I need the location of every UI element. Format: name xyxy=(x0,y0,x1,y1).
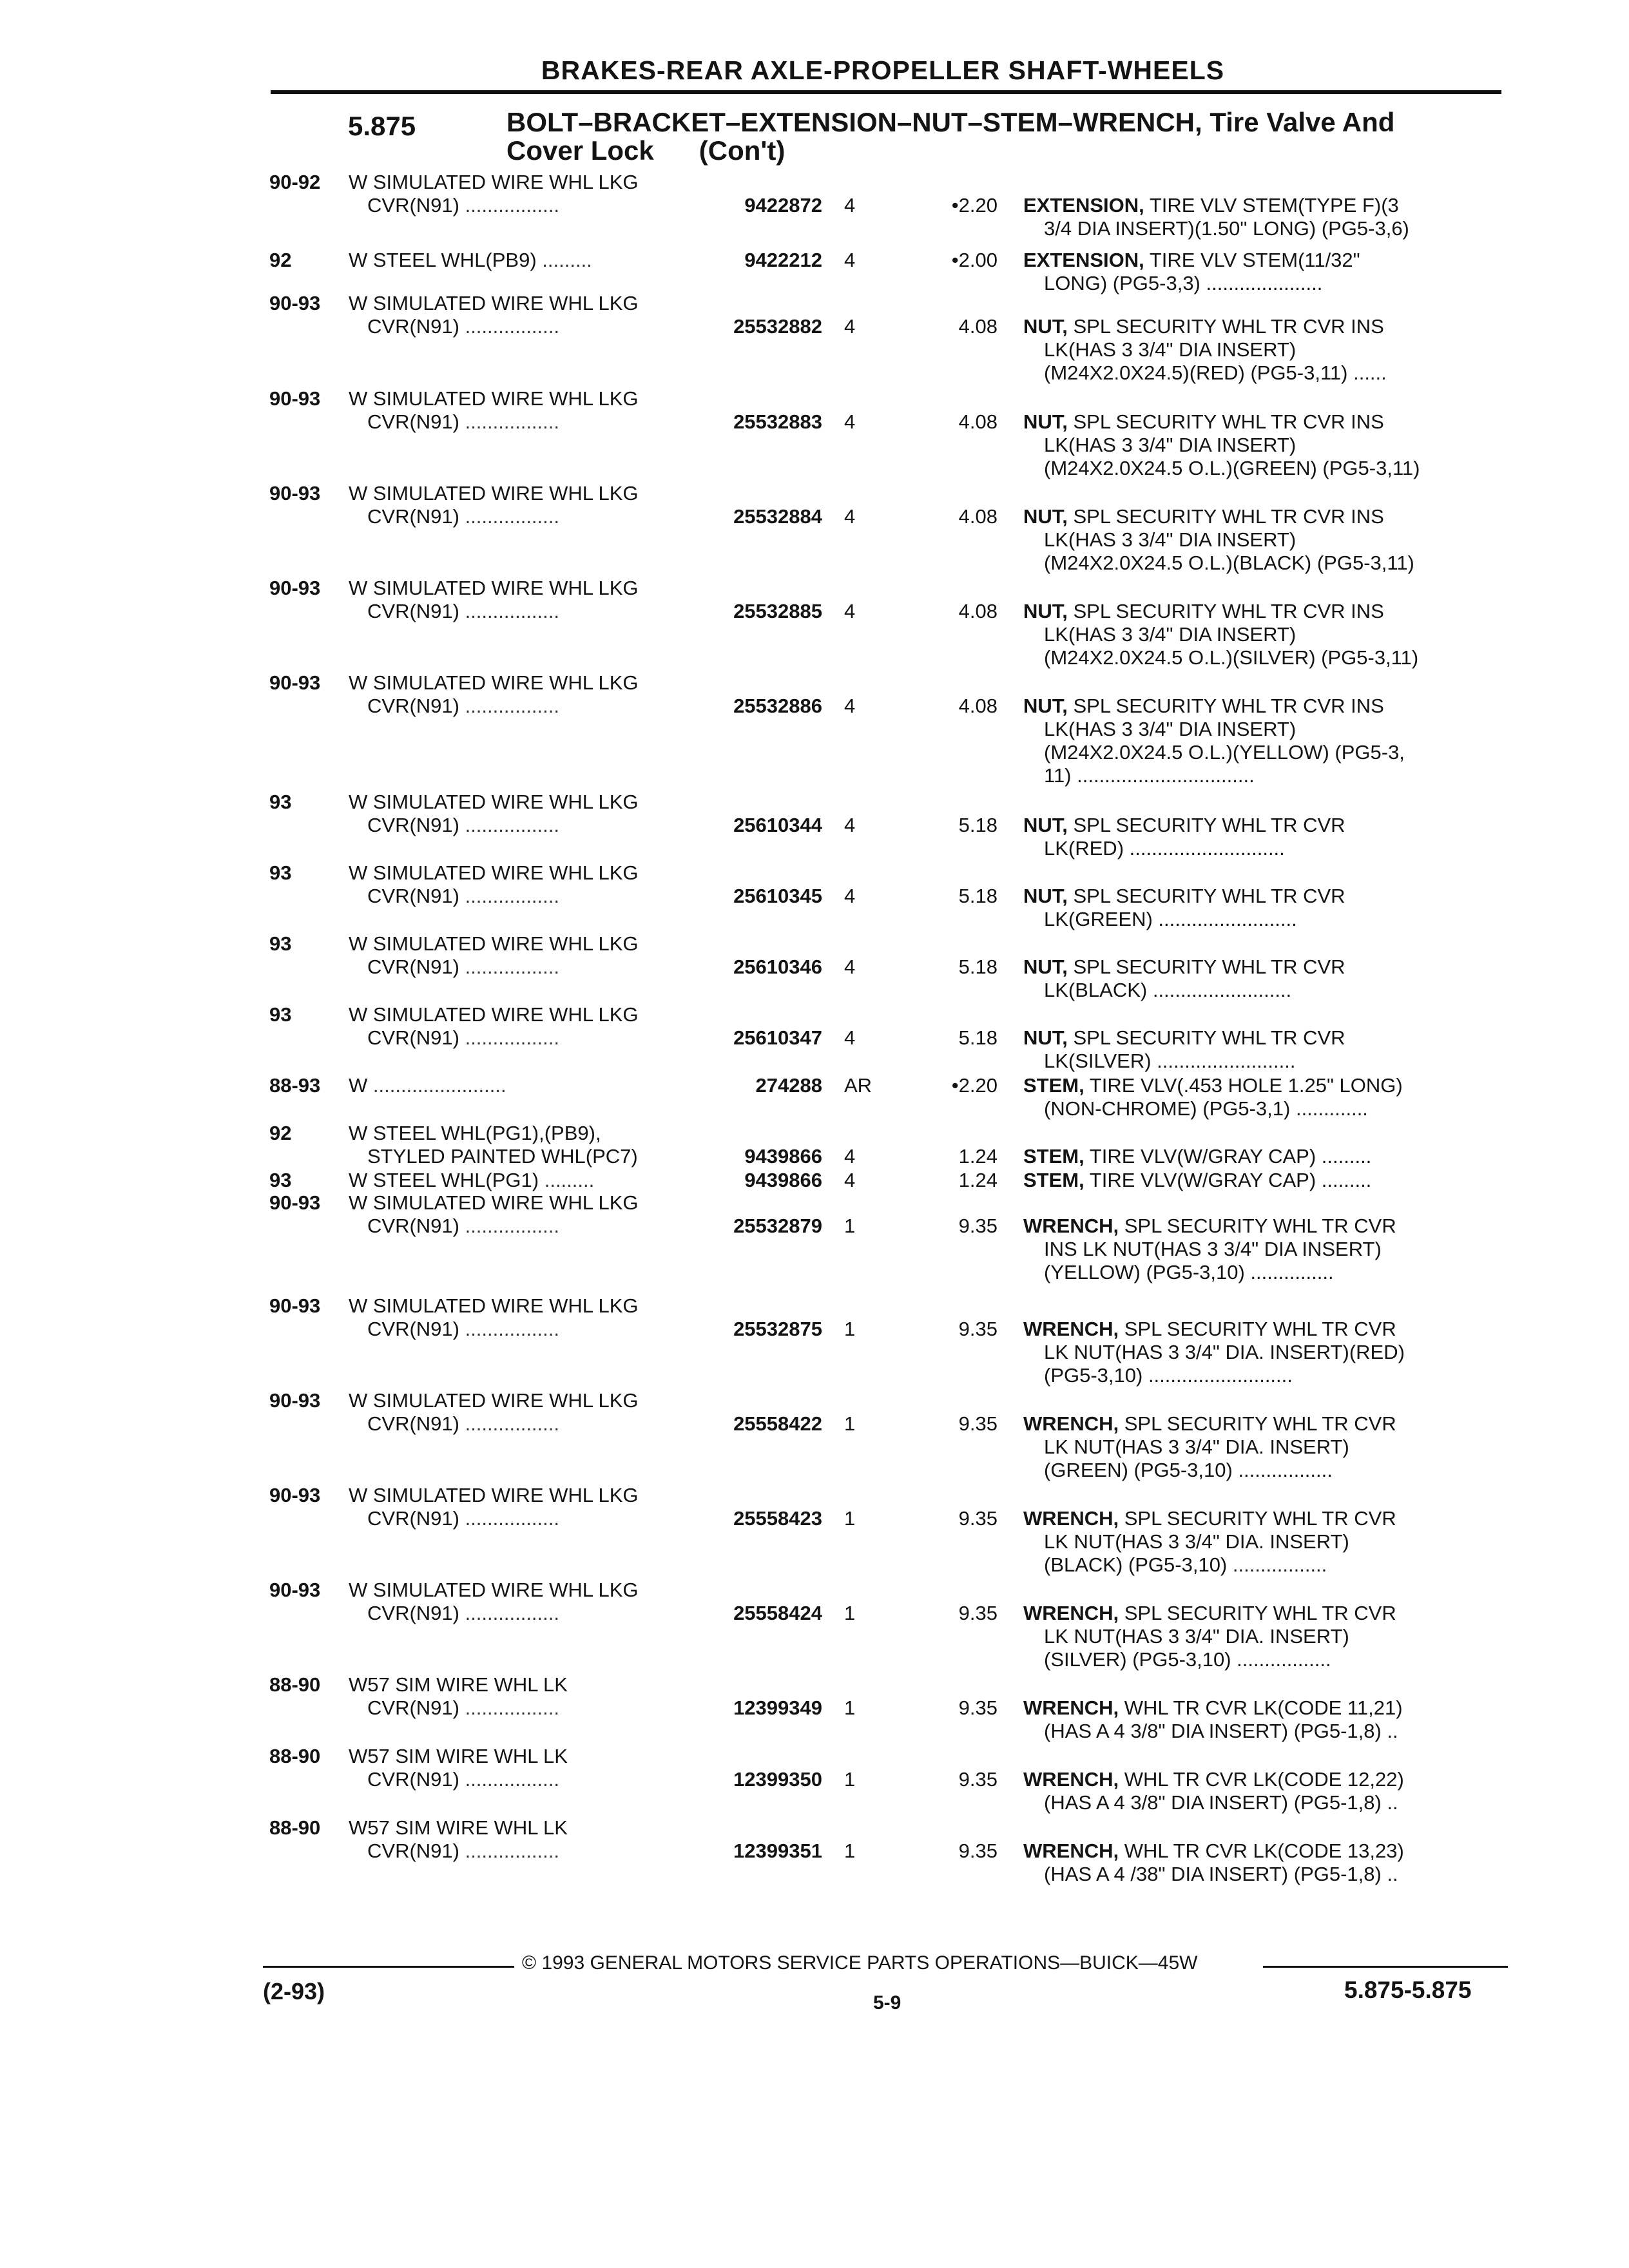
entry-years: 93 xyxy=(269,791,292,813)
entry-part-name-continued: (HAS A 4 /38" DIA INSERT) (PG5-1,8) .. xyxy=(1044,1863,1398,1885)
entry-years: 90-93 xyxy=(269,1294,321,1317)
entry-part-name-noun: EXTENSION, xyxy=(1023,194,1144,216)
entry-usage xyxy=(349,1168,594,1192)
entry-part-name xyxy=(1023,955,1345,979)
entry-part-name-detail: SPL SECURITY WHL TR CVR INS xyxy=(1067,505,1384,528)
page-header: BRAKES-REAR AXLE-PROPELLER SHAFT-WHEELS xyxy=(541,55,1225,85)
entry-part-name-continued: LK(HAS 3 3/4" DIA INSERT) xyxy=(1044,718,1296,740)
entry-part-name-continued: LONG) (PG5-3,3) ..................... xyxy=(1044,272,1323,294)
entry-price: 1.24 xyxy=(958,1145,998,1168)
entry-usage-line2 xyxy=(367,599,559,623)
entry-usage-line2-text: CVR(N91) xyxy=(367,956,459,978)
entry-price: •2.20 xyxy=(951,1074,998,1097)
entry-part-name-continued: LK NUT(HAS 3 3/4" DIA. INSERT) xyxy=(1044,1530,1349,1553)
entry-usage-leader: ................. xyxy=(459,1318,559,1340)
entry-part-name-detail: TIRE VLV STEM(11/32" xyxy=(1144,249,1360,271)
entry-part-name-continued: (GREEN) (PG5-3,10) ................. xyxy=(1044,1459,1333,1481)
entry-usage-line2-text: CVR(N91) xyxy=(367,1412,459,1435)
entry-quantity: 4 xyxy=(844,315,856,338)
entry-quantity: 1 xyxy=(844,1840,856,1862)
entry-quantity: 4 xyxy=(844,956,856,978)
entry-years: 90-93 xyxy=(269,482,321,505)
entry-part-name-detail: SPL SECURITY WHL TR CVR xyxy=(1119,1318,1396,1340)
entry-usage-text: W SIMULATED WIRE WHL LKG xyxy=(349,791,639,813)
entry-part-name-detail: WHL TR CVR LK(CODE 11,21) xyxy=(1119,1696,1403,1719)
entry-usage-leader: ................. xyxy=(459,695,559,717)
entry-usage-leader: ................. xyxy=(459,1768,559,1791)
entry-part-name-continued: 3/4 DIA INSERT)(1.50" LONG) (PG5-3,6) xyxy=(1044,217,1409,240)
entry-price: 9.35 xyxy=(958,1318,998,1340)
entry-usage xyxy=(349,1578,639,1602)
entry-part-name-noun: NUT, xyxy=(1023,600,1068,622)
entry-part-name-continued: (PG5-3,10) .......................... xyxy=(1044,1364,1293,1387)
entry-part-name-detail: WHL TR CVR LK(CODE 13,23) xyxy=(1119,1840,1404,1862)
entry-usage-text: W SIMULATED WIRE WHL LKG xyxy=(349,1389,639,1412)
entry-part-number: 25558424 xyxy=(733,1602,822,1624)
entry-usage-line2-text: CVR(N91) xyxy=(367,695,459,717)
entry-years: 93 xyxy=(269,932,292,955)
entry-part-name-continued: INS LK NUT(HAS 3 3/4" DIA INSERT) xyxy=(1044,1238,1382,1260)
entry-usage-line2-text: CVR(N91) xyxy=(367,315,459,338)
entry-price: 4.08 xyxy=(958,410,998,433)
entry-part-name-noun: NUT, xyxy=(1023,695,1068,717)
entry-part-name xyxy=(1023,1168,1371,1192)
entry-usage-line2-text: STYLED PAINTED WHL(PC7) xyxy=(367,1145,638,1168)
entry-years: 88-90 xyxy=(269,1745,321,1767)
entry-usage-line2 xyxy=(367,955,559,979)
footer-rule-left xyxy=(263,1966,514,1968)
entry-usage xyxy=(349,932,639,956)
entry-usage-text: W STEEL WHL(PG1),(PB9), xyxy=(349,1122,601,1144)
entry-part-number: 9422872 xyxy=(744,194,822,216)
entry-quantity: 1 xyxy=(844,1507,856,1530)
entry-usage-leader: ......... xyxy=(539,1169,595,1191)
entry-quantity: 1 xyxy=(844,1768,856,1791)
entry-part-name-continued: (HAS A 4 3/8" DIA INSERT) (PG5-1,8) .. xyxy=(1044,1791,1398,1814)
entry-part-number: 9439866 xyxy=(744,1169,822,1191)
entry-usage xyxy=(349,291,639,315)
entry-price: 9.35 xyxy=(958,1507,998,1530)
entry-usage xyxy=(349,1673,568,1696)
entry-usage-text: W STEEL WHL(PG1) xyxy=(349,1169,539,1191)
entry-price: 9.35 xyxy=(958,1215,998,1237)
entry-years: 90-92 xyxy=(269,171,321,193)
entry-part-name xyxy=(1023,193,1399,217)
entry-part-name-detail: SPL SECURITY WHL TR CVR xyxy=(1067,814,1345,836)
entry-usage xyxy=(349,387,639,410)
entry-usage xyxy=(349,1191,639,1215)
entry-part-number: 9422212 xyxy=(744,249,822,271)
entry-part-number: 25532879 xyxy=(733,1215,822,1237)
entry-usage-text: W SIMULATED WIRE WHL LKG xyxy=(349,1294,639,1317)
section-title-line2-text: Cover Lock xyxy=(506,135,654,166)
entry-years: 90-93 xyxy=(269,1389,321,1412)
entry-price: 9.35 xyxy=(958,1696,998,1719)
entry-price: 4.08 xyxy=(958,505,998,528)
entry-usage-text: W SIMULATED WIRE WHL LKG xyxy=(349,171,639,193)
entry-usage xyxy=(349,1073,506,1097)
entry-usage-text: W57 SIM WIRE WHL LK xyxy=(349,1673,568,1696)
entry-years: 90-93 xyxy=(269,1191,321,1214)
entry-part-number: 25532886 xyxy=(733,695,822,717)
entry-part-name-noun: NUT, xyxy=(1023,885,1068,907)
entry-usage-leader: ................. xyxy=(459,956,559,978)
entry-part-number: 25610344 xyxy=(733,814,822,836)
entry-usage xyxy=(349,790,639,814)
entry-part-number: 12399350 xyxy=(733,1768,822,1791)
entry-usage-leader: ........................ xyxy=(367,1074,506,1097)
entry-part-name-noun: WRENCH, xyxy=(1023,1602,1119,1624)
entry-usage-line2-text: CVR(N91) xyxy=(367,194,459,216)
entry-usage xyxy=(349,671,639,695)
entry-price: 4.08 xyxy=(958,315,998,338)
entry-part-number: 25532882 xyxy=(733,315,822,338)
entry-part-name-detail: SPL SECURITY WHL TR CVR INS xyxy=(1067,695,1384,717)
entry-usage-line2-text: CVR(N91) xyxy=(367,1318,459,1340)
entry-usage-leader: ......... xyxy=(536,249,592,271)
entry-quantity: 4 xyxy=(844,505,856,528)
entry-part-name xyxy=(1023,314,1384,338)
entry-part-name xyxy=(1023,1767,1404,1791)
entry-usage-text: W SIMULATED WIRE WHL LKG xyxy=(349,671,639,694)
entry-part-number: 25610346 xyxy=(733,956,822,978)
entry-part-name-detail: SPL SECURITY WHL TR CVR xyxy=(1067,1026,1345,1049)
entry-usage xyxy=(349,170,639,194)
entry-quantity: 4 xyxy=(844,1145,856,1168)
entry-usage-text: W SIMULATED WIRE WHL LKG xyxy=(349,482,639,505)
entry-part-number: 9439866 xyxy=(744,1145,822,1168)
entry-years: 90-93 xyxy=(269,292,321,314)
entry-part-number: 25610345 xyxy=(733,885,822,907)
entry-part-name xyxy=(1023,1026,1345,1050)
entry-usage xyxy=(349,576,639,600)
entry-part-name-continued: LK(HAS 3 3/4" DIA INSERT) xyxy=(1044,623,1296,646)
entry-part-name-noun: EXTENSION, xyxy=(1023,249,1144,271)
entry-part-name-detail: SPL SECURITY WHL TR CVR INS xyxy=(1067,600,1384,622)
entry-years: 92 xyxy=(269,1122,292,1144)
entry-usage-line2 xyxy=(367,1696,559,1720)
entry-part-number: 25558423 xyxy=(733,1507,822,1530)
entry-part-name-detail: SPL SECURITY WHL TR CVR xyxy=(1119,1412,1396,1435)
entry-usage-text: W xyxy=(349,1074,368,1097)
entry-part-name-continued: (M24X2.0X24.5 O.L.)(GREEN) (PG5-3,11) xyxy=(1044,457,1420,479)
entry-usage-text: W SIMULATED WIRE WHL LKG xyxy=(349,1003,639,1026)
entry-years: 88-90 xyxy=(269,1673,321,1696)
entry-usage-leader: ................. xyxy=(459,410,559,433)
entry-usage xyxy=(349,861,639,885)
entry-part-name-continued: (M24X2.0X24.5)(RED) (PG5-3,11) ...... xyxy=(1044,361,1387,384)
entry-part-name-continued: (M24X2.0X24.5 O.L.)(BLACK) (PG5-3,11) xyxy=(1044,552,1414,574)
entry-price: 4.08 xyxy=(958,600,998,622)
entry-part-name-detail: TIRE VLV(W/GRAY CAP) ......... xyxy=(1084,1145,1372,1168)
entry-usage-line2 xyxy=(367,694,559,718)
entry-price: 9.35 xyxy=(958,1602,998,1624)
entry-part-name-noun: WRENCH, xyxy=(1023,1507,1119,1530)
entry-years: 88-90 xyxy=(269,1816,321,1839)
footer-page-number: 5-9 xyxy=(873,1992,901,2013)
entry-part-name xyxy=(1023,1073,1403,1097)
entry-price: •2.00 xyxy=(951,249,998,271)
footer-section-range: 5.875-5.875 xyxy=(1344,1977,1472,2003)
entry-years: 88-93 xyxy=(269,1074,321,1097)
entry-price: 1.24 xyxy=(958,1169,998,1191)
entry-usage-line2 xyxy=(367,505,559,528)
entry-part-name xyxy=(1023,884,1345,908)
entry-quantity: 4 xyxy=(844,1026,856,1049)
entry-part-name-continued: (NON-CHROME) (PG5-3,1) ............. xyxy=(1044,1097,1368,1120)
entry-usage xyxy=(349,1483,639,1507)
entry-part-number: 12399349 xyxy=(733,1696,822,1719)
entry-quantity: 4 xyxy=(844,695,856,717)
entry-part-name-continued: LK(HAS 3 3/4" DIA INSERT) xyxy=(1044,528,1296,551)
entry-part-name xyxy=(1023,599,1384,623)
entry-part-name-noun: STEM, xyxy=(1023,1074,1084,1097)
entry-price: 9.35 xyxy=(958,1768,998,1791)
entry-part-number: 25532883 xyxy=(733,410,822,433)
entry-years: 90-93 xyxy=(269,1484,321,1506)
entry-part-name-detail: WHL TR CVR LK(CODE 12,22) xyxy=(1119,1768,1404,1791)
entry-quantity: 1 xyxy=(844,1602,856,1624)
entry-usage-leader: ................. xyxy=(459,1507,559,1530)
entry-quantity: 4 xyxy=(844,410,856,433)
entry-quantity: 4 xyxy=(844,249,856,271)
entry-part-name-noun: NUT, xyxy=(1023,505,1068,528)
entry-usage-text: W SIMULATED WIRE WHL LKG xyxy=(349,1484,639,1506)
entry-quantity: AR xyxy=(844,1074,872,1097)
entry-price: 5.18 xyxy=(958,956,998,978)
entry-years: 93 xyxy=(269,1169,292,1191)
entry-usage-text: W57 SIM WIRE WHL LK xyxy=(349,1816,568,1839)
entry-usage-text: W STEEL WHL(PB9) xyxy=(349,249,537,271)
entry-part-name-noun: NUT, xyxy=(1023,1026,1068,1049)
entry-usage-line2-text: CVR(N91) xyxy=(367,1602,459,1624)
entry-usage xyxy=(349,1294,639,1318)
entry-usage-text: W SIMULATED WIRE WHL LKG xyxy=(349,577,639,599)
entry-part-name-detail: SPL SECURITY WHL TR CVR xyxy=(1067,885,1345,907)
entry-usage-line2 xyxy=(367,193,559,217)
section-number: 5.875 xyxy=(348,111,416,141)
entry-usage-leader: ................. xyxy=(459,1696,559,1719)
entry-usage-line2 xyxy=(367,1412,559,1436)
entry-usage-leader: ................. xyxy=(459,315,559,338)
section-title-line1: BOLT–BRACKET–EXTENSION–NUT–STEM–WRENCH, Tire Valve And xyxy=(506,107,1395,137)
entry-usage-leader: ................. xyxy=(459,1215,559,1237)
entry-part-number: 25532884 xyxy=(733,505,822,528)
entry-usage-leader: ................. xyxy=(459,1840,559,1862)
entry-usage-line2-text: CVR(N91) xyxy=(367,505,459,528)
entry-usage-line2 xyxy=(367,1026,559,1050)
entry-usage-line2-text: CVR(N91) xyxy=(367,1507,459,1530)
entry-usage-line2 xyxy=(367,1506,559,1530)
entry-usage xyxy=(349,481,639,505)
entry-usage xyxy=(349,1389,639,1412)
entry-part-name-detail: SPL SECURITY WHL TR CVR xyxy=(1119,1602,1396,1624)
entry-part-name-noun: STEM, xyxy=(1023,1145,1084,1168)
entry-part-name xyxy=(1023,813,1345,837)
entry-usage-text: W57 SIM WIRE WHL LK xyxy=(349,1745,568,1767)
entry-usage-text: W SIMULATED WIRE WHL LKG xyxy=(349,387,639,410)
entry-years: 90-93 xyxy=(269,671,321,694)
entry-years: 93 xyxy=(269,1003,292,1026)
entry-part-number: 274288 xyxy=(755,1074,822,1097)
entry-part-name-noun: WRENCH, xyxy=(1023,1840,1119,1862)
entry-part-name xyxy=(1023,1144,1371,1168)
entry-part-name-detail: TIRE VLV(.453 HOLE 1.25" LONG) xyxy=(1084,1074,1403,1097)
entry-part-name xyxy=(1023,1317,1396,1341)
entry-usage-line2-text: CVR(N91) xyxy=(367,1696,459,1719)
entry-usage-line2 xyxy=(367,410,559,434)
entry-part-name xyxy=(1023,1696,1403,1720)
entry-part-name-noun: WRENCH, xyxy=(1023,1318,1119,1340)
section-title-continued: (Con't) xyxy=(699,135,786,166)
entry-part-name xyxy=(1023,694,1384,718)
entry-usage-line2-text: CVR(N91) xyxy=(367,1768,459,1791)
entry-usage-leader: ................. xyxy=(459,1026,559,1049)
entry-part-name-continued: LK(SILVER) ......................... xyxy=(1044,1050,1296,1072)
entry-part-number: 25610347 xyxy=(733,1026,822,1049)
entry-usage xyxy=(349,248,592,272)
entry-price: 5.18 xyxy=(958,814,998,836)
entry-part-name-noun: WRENCH, xyxy=(1023,1696,1119,1719)
entry-usage xyxy=(349,1121,601,1145)
entry-part-name xyxy=(1023,1601,1396,1625)
entry-part-number: 12399351 xyxy=(733,1840,822,1862)
entry-part-name-noun: NUT, xyxy=(1023,956,1068,978)
entry-usage-leader: ................. xyxy=(459,600,559,622)
entry-quantity: 4 xyxy=(844,814,856,836)
entry-usage-leader: ................. xyxy=(459,885,559,907)
entry-part-number: 25532875 xyxy=(733,1318,822,1340)
entry-part-name-detail: TIRE VLV(W/GRAY CAP) ......... xyxy=(1084,1169,1372,1191)
entry-usage-line2-text: CVR(N91) xyxy=(367,600,459,622)
entry-price: 4.08 xyxy=(958,695,998,717)
entry-part-name-continued: LK(GREEN) ......................... xyxy=(1044,908,1297,930)
entry-usage-leader: ................. xyxy=(459,194,559,216)
entry-usage-line2-text: CVR(N91) xyxy=(367,1026,459,1049)
entry-usage-line2-text: CVR(N91) xyxy=(367,410,459,433)
entry-part-name-noun: WRENCH, xyxy=(1023,1768,1119,1791)
entry-usage xyxy=(349,1744,568,1768)
entry-part-name xyxy=(1023,1839,1404,1863)
entry-years: 90-93 xyxy=(269,387,321,410)
entry-usage-leader: ................. xyxy=(459,814,559,836)
entry-part-name-noun: WRENCH, xyxy=(1023,1215,1119,1237)
entry-part-name-continued: (YELLOW) (PG5-3,10) ............... xyxy=(1044,1261,1334,1283)
entry-part-name-continued: (BLACK) (PG5-3,10) ................. xyxy=(1044,1553,1327,1576)
entry-usage-line2-text: CVR(N91) xyxy=(367,814,459,836)
entry-part-name-continued: LK NUT(HAS 3 3/4" DIA. INSERT) xyxy=(1044,1436,1349,1458)
entry-usage-line2 xyxy=(367,884,559,908)
entry-part-name-continued: LK NUT(HAS 3 3/4" DIA. INSERT)(RED) xyxy=(1044,1341,1405,1363)
entry-usage-line2 xyxy=(367,314,559,338)
footer-rule-right xyxy=(1263,1966,1508,1968)
entry-usage-line2 xyxy=(367,1601,559,1625)
entry-usage-leader: ................. xyxy=(459,505,559,528)
entry-part-name-continued: (SILVER) (PG5-3,10) ................. xyxy=(1044,1648,1331,1671)
entry-part-name xyxy=(1023,505,1384,528)
entry-quantity: 4 xyxy=(844,600,856,622)
entry-years: 93 xyxy=(269,861,292,884)
entry-usage-text: W SIMULATED WIRE WHL LKG xyxy=(349,1579,639,1601)
entry-usage-line2 xyxy=(367,1144,638,1168)
entry-part-name xyxy=(1023,410,1384,434)
entry-usage-line2 xyxy=(367,1317,559,1341)
entry-part-name-detail: SPL SECURITY WHL TR CVR INS xyxy=(1067,410,1384,433)
entry-part-number: 25532885 xyxy=(733,600,822,622)
entry-part-name-continued: LK(HAS 3 3/4" DIA INSERT) xyxy=(1044,338,1296,361)
entry-quantity: 1 xyxy=(844,1412,856,1435)
entry-quantity: 1 xyxy=(844,1318,856,1340)
entry-usage-line2 xyxy=(367,1839,559,1863)
entry-price: •2.20 xyxy=(951,194,998,216)
entry-part-name-detail: SPL SECURITY WHL TR CVR xyxy=(1119,1215,1396,1237)
entry-usage xyxy=(349,1816,568,1840)
entry-part-name-detail: SPL SECURITY WHL TR CVR INS xyxy=(1067,315,1384,338)
entry-years: 92 xyxy=(269,249,292,271)
entry-price: 5.18 xyxy=(958,885,998,907)
entry-part-name-continued: (HAS A 4 3/8" DIA INSERT) (PG5-1,8) .. xyxy=(1044,1720,1398,1742)
entry-part-name-noun: NUT, xyxy=(1023,814,1068,836)
entry-part-name-continued: LK NUT(HAS 3 3/4" DIA. INSERT) xyxy=(1044,1625,1349,1648)
entry-quantity: 4 xyxy=(844,885,856,907)
entry-part-name-detail: SPL SECURITY WHL TR CVR xyxy=(1119,1507,1396,1530)
entry-usage-text: W SIMULATED WIRE WHL LKG xyxy=(349,1191,639,1214)
entry-part-name xyxy=(1023,248,1360,272)
entry-part-name xyxy=(1023,1412,1396,1436)
entry-part-name-noun: STEM, xyxy=(1023,1169,1084,1191)
entry-part-name-continued: LK(BLACK) ......................... xyxy=(1044,979,1292,1001)
entry-usage-text: W SIMULATED WIRE WHL LKG xyxy=(349,932,639,955)
entry-part-number: 25558422 xyxy=(733,1412,822,1435)
entry-part-name-detail: SPL SECURITY WHL TR CVR xyxy=(1067,956,1345,978)
entry-part-name-continued: LK(HAS 3 3/4" DIA INSERT) xyxy=(1044,434,1296,456)
footer-copyright: © 1993 GENERAL MOTORS SERVICE PARTS OPERATIONS—BUICK—45W xyxy=(522,1952,1198,1974)
entry-quantity: 1 xyxy=(844,1215,856,1237)
entry-usage-line2-text: CVR(N91) xyxy=(367,1215,459,1237)
entry-part-name-detail: TIRE VLV STEM(TYPE F)(3 xyxy=(1144,194,1399,216)
entry-usage-leader: ................. xyxy=(459,1412,559,1435)
entry-years: 90-93 xyxy=(269,577,321,599)
entry-part-name-noun: WRENCH, xyxy=(1023,1412,1119,1435)
footer-date: (2-93) xyxy=(263,1978,325,2004)
entry-usage-line2 xyxy=(367,1767,559,1791)
entry-usage xyxy=(349,1003,639,1026)
entry-part-name-continued: (M24X2.0X24.5 O.L.)(SILVER) (PG5-3,11) xyxy=(1044,646,1419,669)
entry-usage-text: W SIMULATED WIRE WHL LKG xyxy=(349,292,639,314)
entry-usage-line2 xyxy=(367,1214,559,1238)
entry-part-name xyxy=(1023,1506,1396,1530)
entry-part-name-continued: 11) ................................ xyxy=(1044,764,1255,787)
entry-price: 9.35 xyxy=(958,1412,998,1435)
entry-price: 5.18 xyxy=(958,1026,998,1049)
entry-quantity: 1 xyxy=(844,1696,856,1719)
entry-usage-text: W SIMULATED WIRE WHL LKG xyxy=(349,861,639,884)
entry-part-name xyxy=(1023,1214,1396,1238)
entry-usage-leader: ................. xyxy=(459,1602,559,1624)
entry-usage-line2-text: CVR(N91) xyxy=(367,885,459,907)
entry-quantity: 4 xyxy=(844,194,856,216)
entry-quantity: 4 xyxy=(844,1169,856,1191)
entry-part-name-noun: NUT, xyxy=(1023,315,1068,338)
entry-part-name-continued: (M24X2.0X24.5 O.L.)(YELLOW) (PG5-3, xyxy=(1044,741,1405,764)
entry-price: 9.35 xyxy=(958,1840,998,1862)
entry-usage-line2-text: CVR(N91) xyxy=(367,1840,459,1862)
entry-usage-line2 xyxy=(367,813,559,837)
entry-years: 90-93 xyxy=(269,1579,321,1601)
entry-part-name-noun: NUT, xyxy=(1023,410,1068,433)
entry-part-name-continued: LK(RED) ............................ xyxy=(1044,837,1285,860)
